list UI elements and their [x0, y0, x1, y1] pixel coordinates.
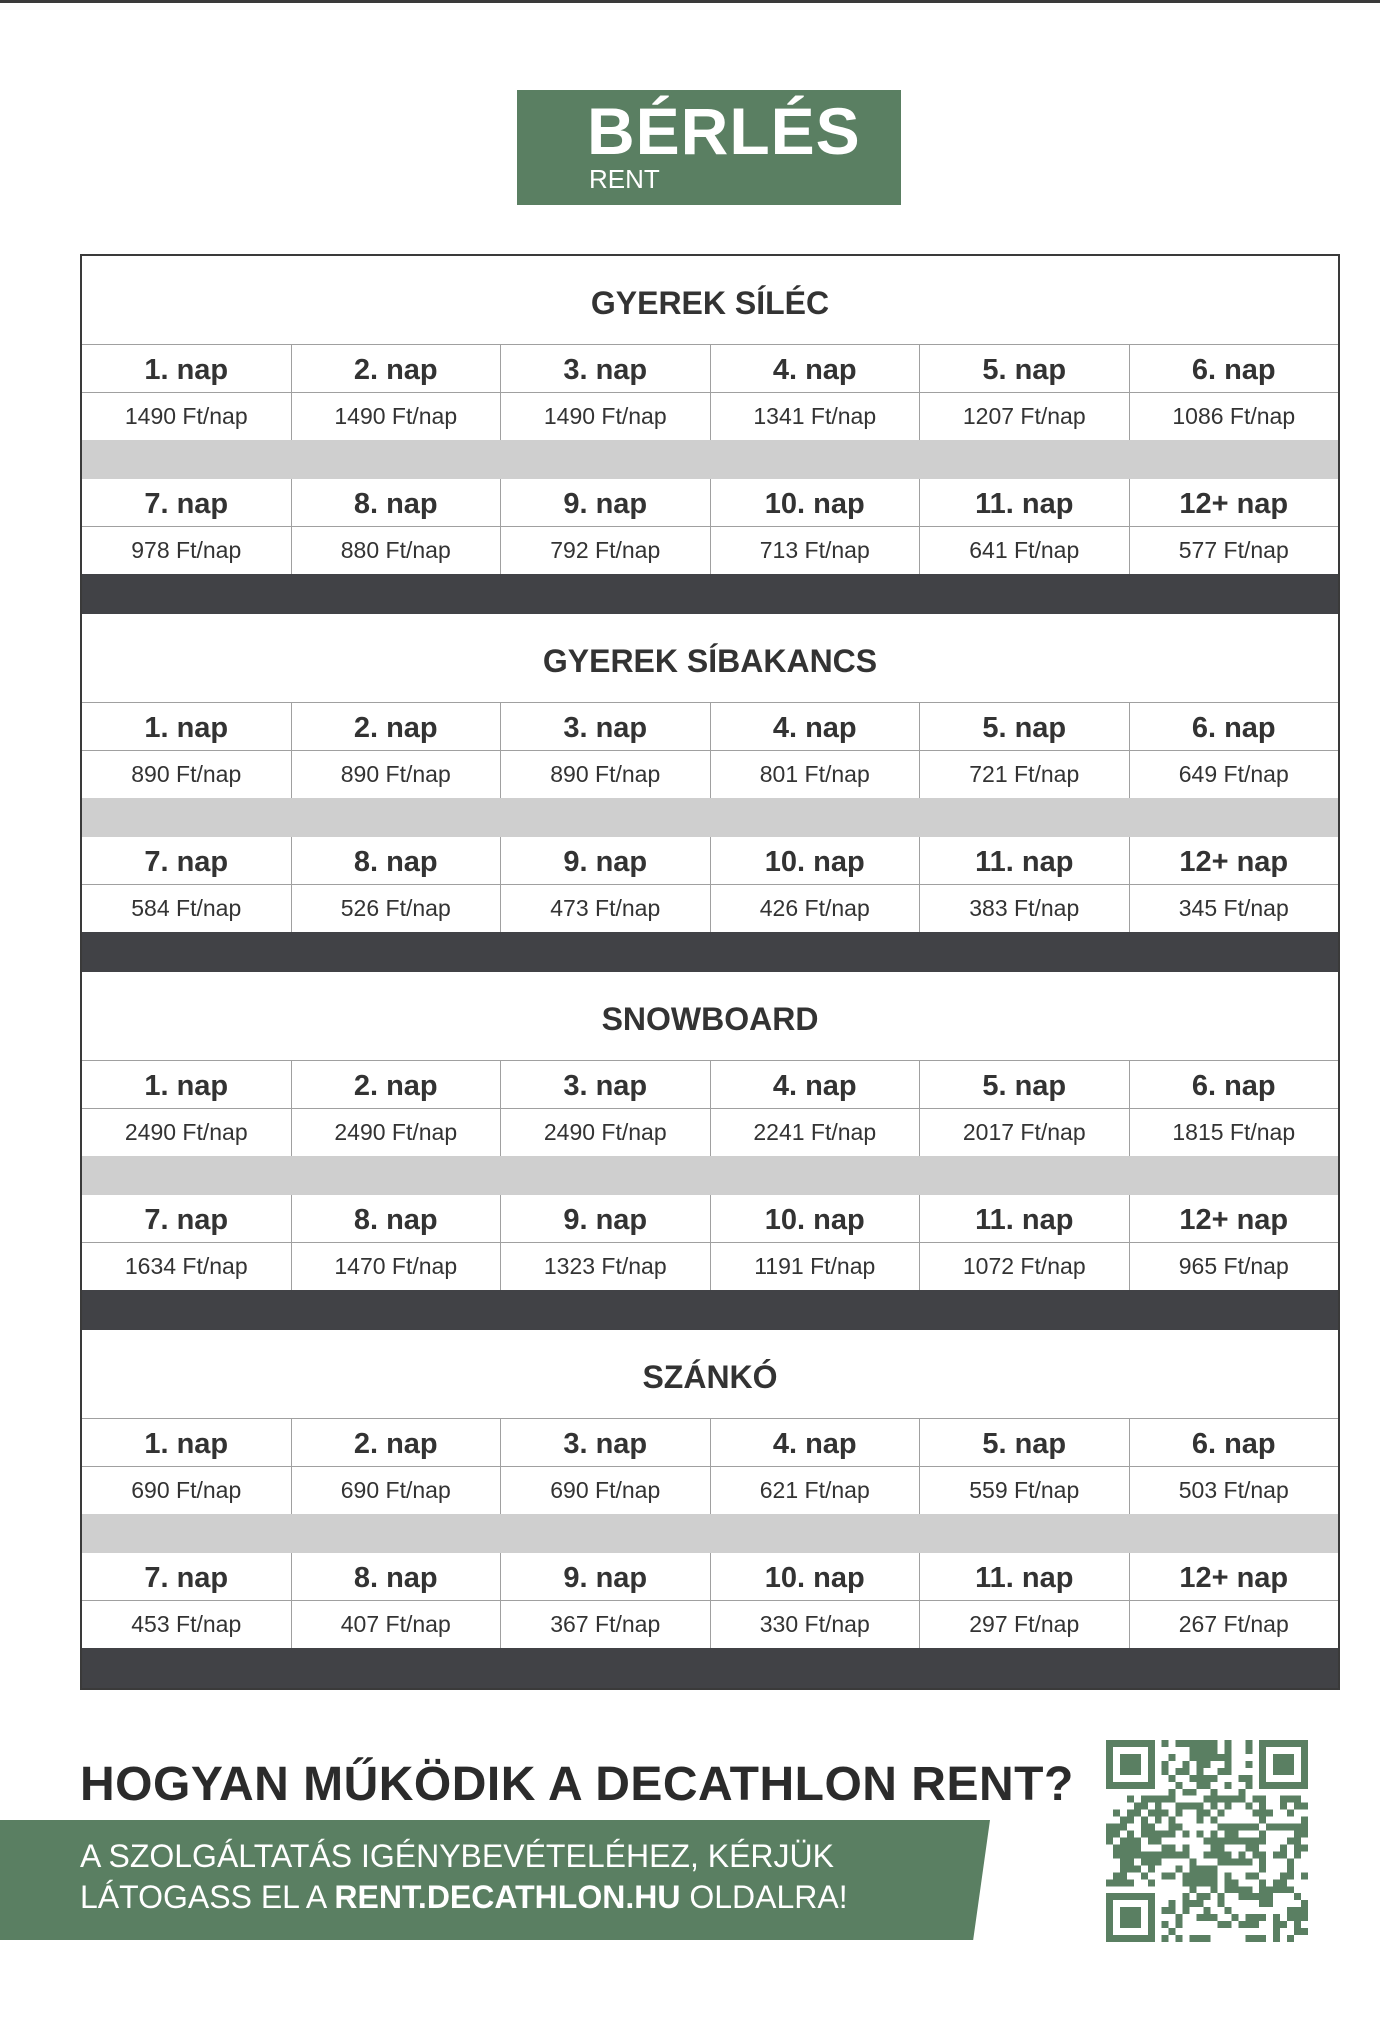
section-title: GYEREK SÍBAKANCS: [82, 614, 1338, 703]
price-cell: 721 Ft/nap: [920, 751, 1130, 798]
day-cell: 12+ nap: [1130, 837, 1339, 885]
day-cell: 10. nap: [711, 837, 921, 885]
day-cell: 4. nap: [711, 703, 921, 751]
price-cell: 503 Ft/nap: [1178, 1477, 1289, 1503]
day-cell: 8. nap: [292, 479, 502, 527]
price-cell: 649 Ft/nap: [1178, 761, 1289, 787]
day-cell: 9. nap: [501, 1195, 711, 1243]
price-cell: 890 Ft/nap: [292, 751, 502, 798]
day-cell: 11. nap: [920, 479, 1130, 527]
price-cell: 978 Ft/nap: [82, 527, 292, 574]
price-cell: 577 Ft/nap: [1178, 537, 1289, 563]
price-cell: 383 Ft/nap: [920, 885, 1130, 932]
day-cell: 2. nap: [292, 1419, 502, 1467]
day-row: [82, 479, 1338, 527]
price-cell: 559 Ft/nap: [920, 1467, 1130, 1514]
day-cell: 3. nap: [501, 1061, 711, 1109]
section-title: SNOWBOARD: [82, 972, 1338, 1061]
day-cell: 8. nap: [292, 1195, 502, 1243]
price-cell: 2017 Ft/nap: [920, 1109, 1130, 1156]
price-cell: 584 Ft/nap: [82, 885, 292, 932]
price-cell: 473 Ft/nap: [501, 885, 711, 932]
day-cell: 11. nap: [920, 1553, 1130, 1601]
price-cell: 621 Ft/nap: [711, 1467, 921, 1514]
day-cell: 2. nap: [292, 1061, 502, 1109]
page-subtitle: RENT: [589, 164, 660, 194]
section-separator: [82, 1648, 1338, 1688]
price-cell: 792 Ft/nap: [501, 527, 711, 574]
price-row: [82, 1467, 1338, 1514]
day-row: [82, 703, 1338, 751]
day-row: [82, 1553, 1338, 1601]
day-cell: 7. nap: [82, 837, 292, 885]
day-cell: 3. nap: [501, 345, 711, 393]
day-cell: 9. nap: [501, 1553, 711, 1601]
section-title: GYEREK SÍLÉC: [82, 256, 1338, 345]
day-cell: 5. nap: [920, 1419, 1130, 1467]
qr-code-icon[interactable]: [1106, 1740, 1308, 1942]
day-cell: 3. nap: [501, 703, 711, 751]
price-cell: 1072 Ft/nap: [920, 1243, 1130, 1290]
day-row: [82, 345, 1338, 393]
day-cell: 12+ nap: [1130, 1195, 1339, 1243]
price-cell: 1490 Ft/nap: [82, 393, 292, 440]
day-cell: 5. nap: [920, 345, 1130, 393]
day-cell: 10. nap: [711, 1553, 921, 1601]
day-cell: 6. nap: [1130, 703, 1339, 751]
row-separator: [82, 440, 1338, 479]
day-cell: 2. nap: [292, 345, 502, 393]
day-cell: 8. nap: [292, 1553, 502, 1601]
day-row: [82, 1419, 1338, 1467]
price-cell: 690 Ft/nap: [292, 1467, 502, 1514]
price-cell: 890 Ft/nap: [501, 751, 711, 798]
info-line-1: A SZOLGÁLTATÁS IGÉNYBEVÉTELÉHEZ, KÉRJÜK: [80, 1838, 834, 1874]
price-cell: 297 Ft/nap: [920, 1601, 1130, 1648]
price-cell: 2490 Ft/nap: [501, 1109, 711, 1156]
day-cell: 6. nap: [1130, 1061, 1339, 1109]
title-banner: [517, 90, 901, 205]
price-row: [82, 1243, 1338, 1290]
day-cell: 7. nap: [82, 479, 292, 527]
row-separator: [82, 1156, 1338, 1195]
price-row: [82, 527, 1338, 574]
price-cell: 426 Ft/nap: [711, 885, 921, 932]
price-cell: 801 Ft/nap: [711, 751, 921, 798]
info-line-2: [80, 1877, 848, 1918]
day-row: [82, 837, 1338, 885]
howto-heading: HOGYAN MŰKÖDIK A DECATHLON RENT?: [80, 1758, 1074, 1811]
price-cell: 880 Ft/nap: [292, 527, 502, 574]
price-row: [82, 1109, 1338, 1156]
day-cell: 6. nap: [1130, 1419, 1339, 1467]
section-separator: [82, 1290, 1338, 1330]
price-row: [82, 885, 1338, 932]
price-cell: 690 Ft/nap: [501, 1467, 711, 1514]
price-cell: 407 Ft/nap: [292, 1601, 502, 1648]
price-row: [82, 751, 1338, 798]
day-cell: 7. nap: [82, 1553, 292, 1601]
price-cell: 1815 Ft/nap: [1172, 1119, 1296, 1145]
row-separator: [82, 798, 1338, 837]
price-cell: 1490 Ft/nap: [292, 393, 502, 440]
price-cell: 2241 Ft/nap: [711, 1109, 921, 1156]
day-row: [82, 1195, 1338, 1243]
price-cell: 1207 Ft/nap: [920, 393, 1130, 440]
rent-website-link[interactable]: RENT.DECATHLON.HU: [334, 1879, 681, 1915]
day-cell: 4. nap: [711, 1061, 921, 1109]
price-cell: 965 Ft/nap: [1178, 1253, 1289, 1279]
price-cell: 1634 Ft/nap: [82, 1243, 292, 1290]
price-cell: 890 Ft/nap: [82, 751, 292, 798]
price-row: [82, 1601, 1338, 1648]
section-title: SZÁNKÓ: [82, 1330, 1338, 1419]
day-cell: 6. nap: [1130, 345, 1339, 393]
day-cell: 1. nap: [82, 345, 292, 393]
day-cell: 8. nap: [292, 837, 502, 885]
top-border-line: [0, 0, 1380, 3]
day-cell: 9. nap: [501, 837, 711, 885]
price-cell: 1470 Ft/nap: [292, 1243, 502, 1290]
day-cell: 4. nap: [711, 1419, 921, 1467]
row-separator: [82, 1514, 1338, 1553]
price-cell: 367 Ft/nap: [501, 1601, 711, 1648]
price-cell: 713 Ft/nap: [711, 527, 921, 574]
page-title: BÉRLÉS: [587, 94, 861, 168]
day-cell: 7. nap: [82, 1195, 292, 1243]
day-row: [82, 1061, 1338, 1109]
price-cell: 2490 Ft/nap: [82, 1109, 292, 1156]
day-cell: 2. nap: [292, 703, 502, 751]
info-banner-text: [80, 1836, 848, 1918]
day-cell: 1. nap: [82, 1061, 292, 1109]
price-cell: 1086 Ft/nap: [1172, 403, 1296, 429]
section-separator: [82, 574, 1338, 614]
section-separator: [82, 932, 1338, 972]
info-line-2-prefix: LÁTOGASS EL A: [80, 1879, 335, 1915]
info-line-2-suffix: OLDALRA!: [680, 1879, 848, 1915]
price-cell: 453 Ft/nap: [82, 1601, 292, 1648]
price-cell: 526 Ft/nap: [292, 885, 502, 932]
price-cell: 1490 Ft/nap: [501, 393, 711, 440]
day-cell: 11. nap: [920, 1195, 1130, 1243]
day-cell: 12+ nap: [1130, 479, 1339, 527]
day-cell: 1. nap: [82, 1419, 292, 1467]
day-cell: 4. nap: [711, 345, 921, 393]
day-cell: 3. nap: [501, 1419, 711, 1467]
day-cell: 10. nap: [711, 1195, 921, 1243]
price-cell: 267 Ft/nap: [1178, 1611, 1289, 1637]
price-table: [80, 254, 1340, 1690]
day-cell: 11. nap: [920, 837, 1130, 885]
price-row: [82, 393, 1338, 440]
price-cell: 345 Ft/nap: [1178, 895, 1289, 921]
price-cell: 690 Ft/nap: [82, 1467, 292, 1514]
price-cell: 2490 Ft/nap: [292, 1109, 502, 1156]
price-cell: 1323 Ft/nap: [501, 1243, 711, 1290]
day-cell: 10. nap: [711, 479, 921, 527]
day-cell: 5. nap: [920, 1061, 1130, 1109]
day-cell: 1. nap: [82, 703, 292, 751]
price-cell: 1341 Ft/nap: [711, 393, 921, 440]
day-cell: 5. nap: [920, 703, 1130, 751]
day-cell: 12+ nap: [1130, 1553, 1339, 1601]
day-cell: 9. nap: [501, 479, 711, 527]
price-cell: 330 Ft/nap: [711, 1601, 921, 1648]
price-cell: 1191 Ft/nap: [711, 1243, 921, 1290]
price-cell: 641 Ft/nap: [920, 527, 1130, 574]
